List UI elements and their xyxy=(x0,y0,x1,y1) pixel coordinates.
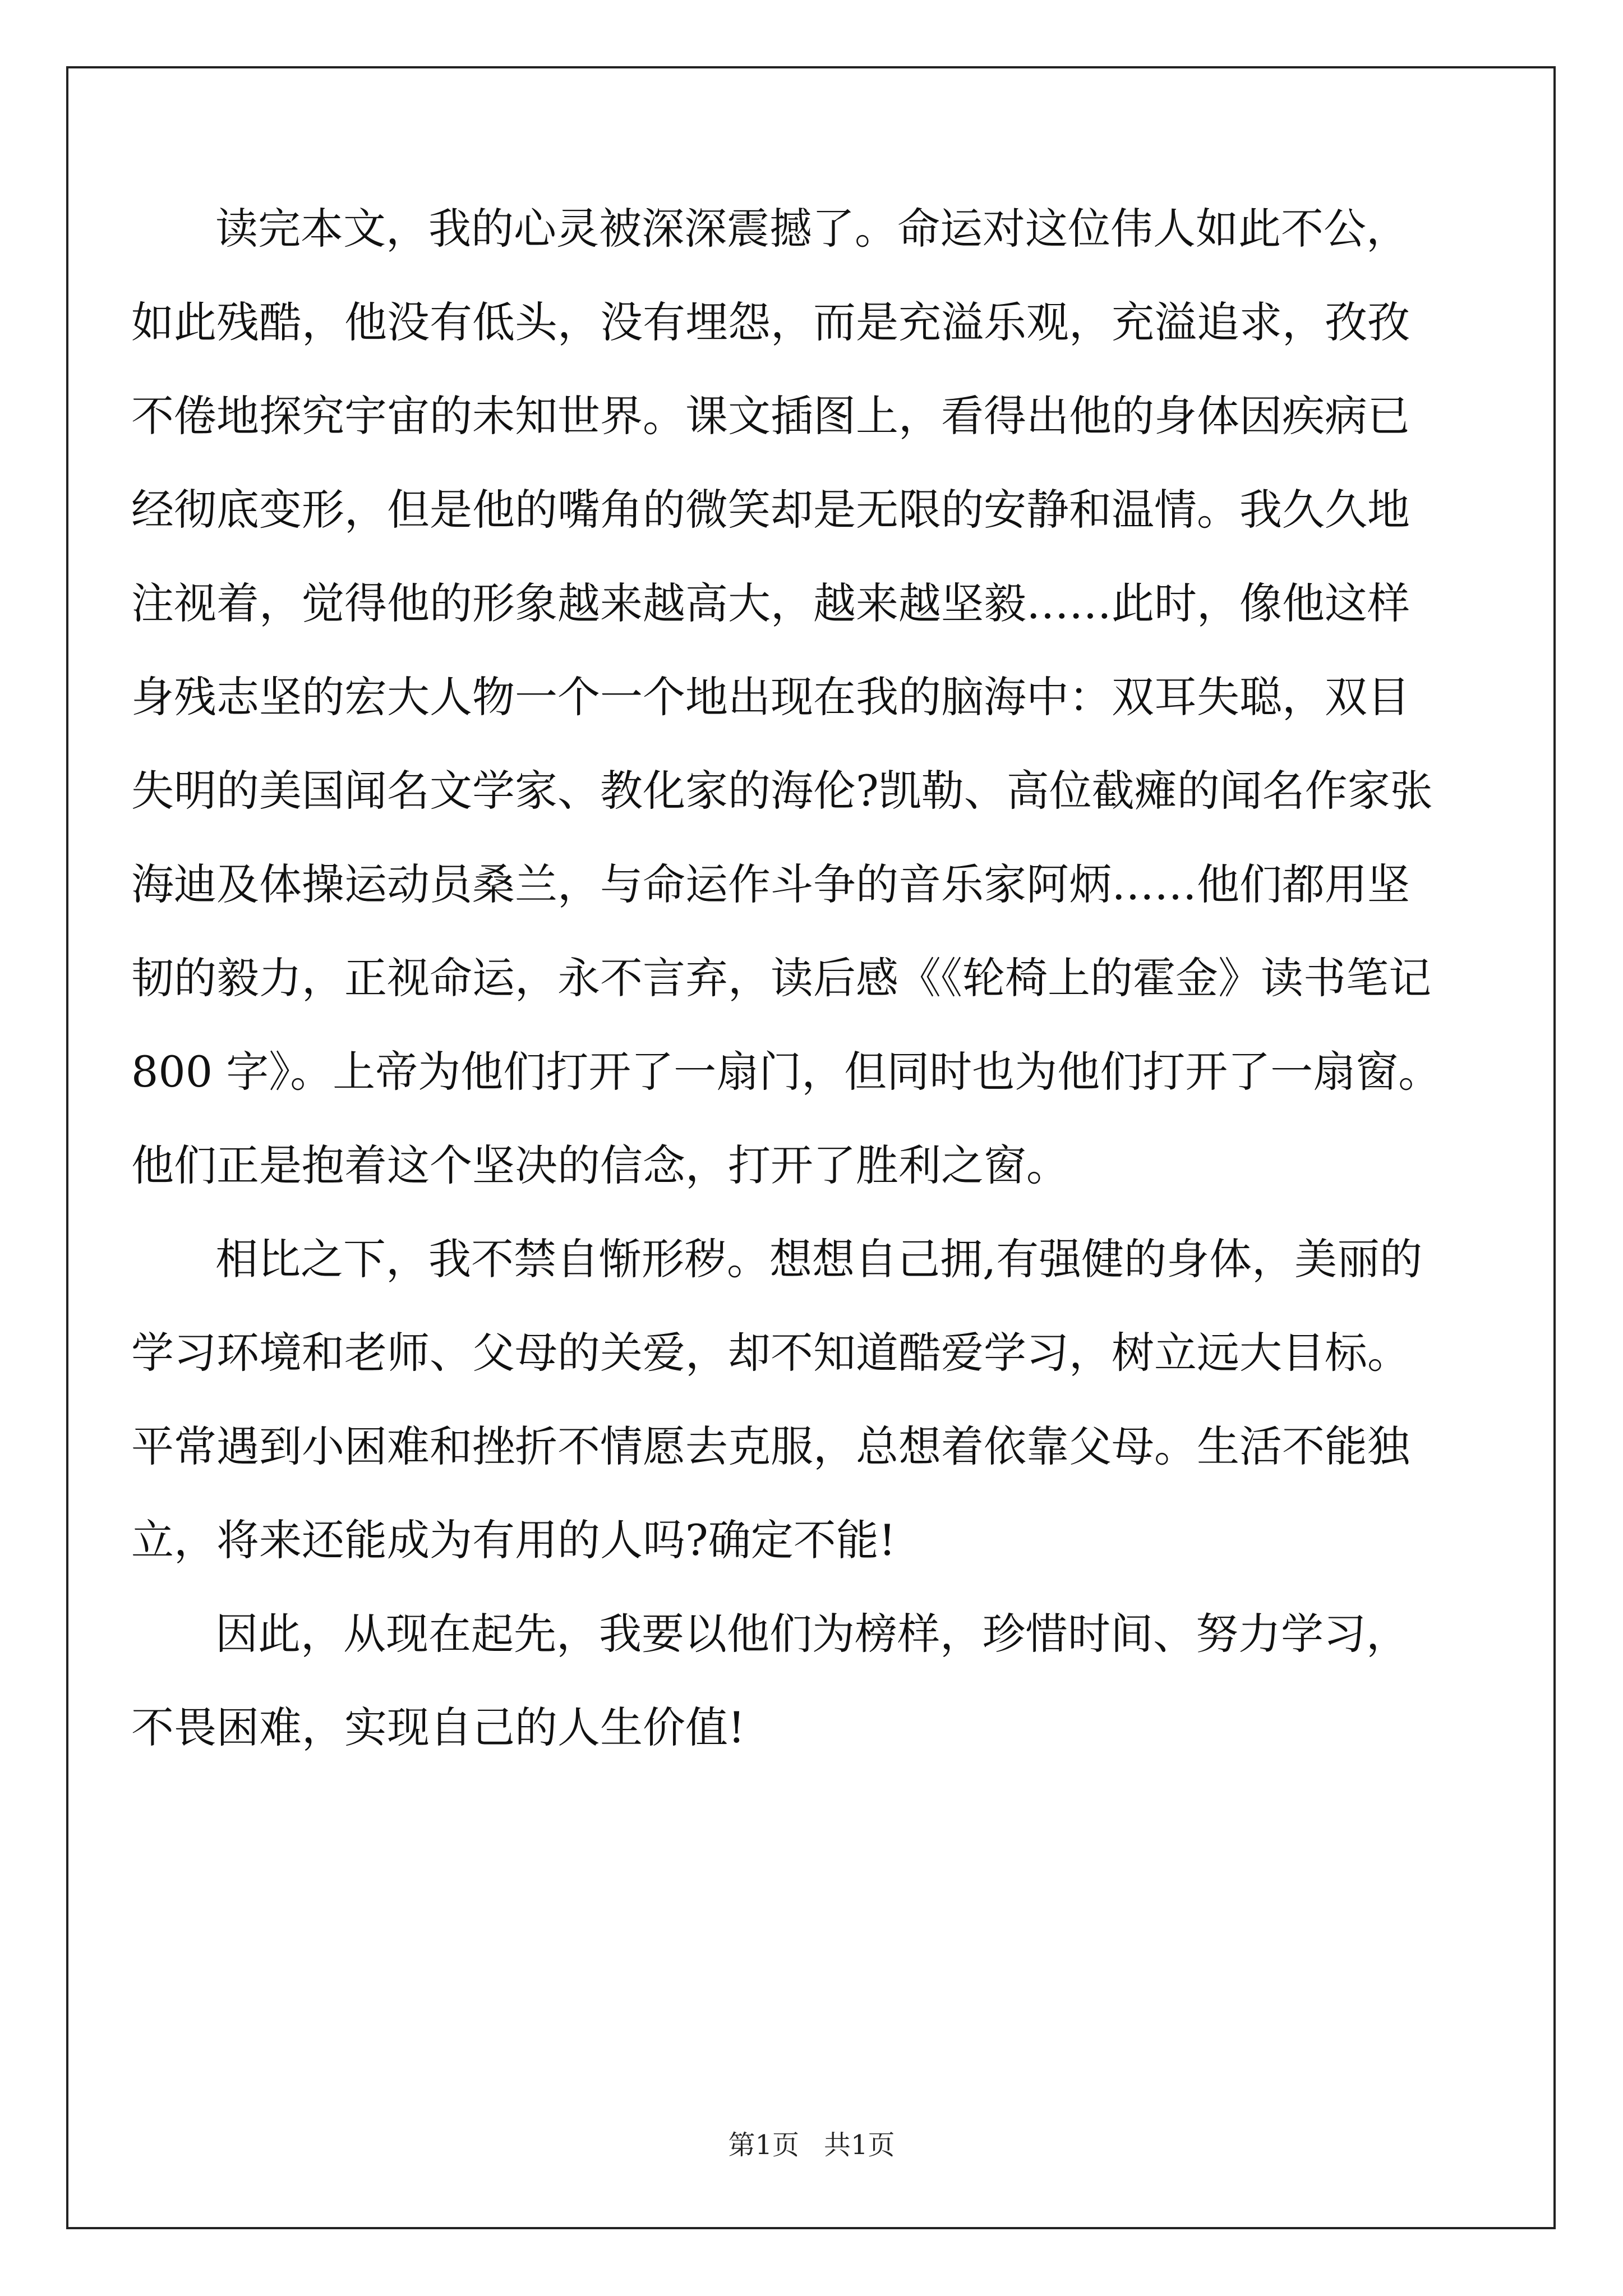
paragraph-2-line-3: 平常遇到小困难和挫折不情愿去克服，总想着依靠父母。生活不能独 xyxy=(131,1421,1410,1471)
paragraph-1-line-2: 如此残酷，他没有低头，没有埋怨，而是充溢乐观，充溢追求，孜孜 xyxy=(131,297,1410,347)
paragraph-1-line-8: 海迪及体操运动员桑兰，与命运作斗争的音乐家阿炳……他们都用坚 xyxy=(131,859,1410,909)
paragraph-3-line-2: 不畏困难，实现自己的人生价值! xyxy=(131,1703,745,1752)
page-footer xyxy=(0,2123,1623,2162)
page-number: 第1页 xyxy=(728,2129,799,2161)
paragraph-1-line-3: 不倦地探究宇宙的未知世界。课文插图上，看得出他的身体因疾病已 xyxy=(131,391,1410,441)
paragraph-2-line-1: 相比之下，我不禁自惭形秽。想想自己拥,有强健的身体，美丽的 xyxy=(215,1234,1423,1284)
paragraph-1-line-6: 身残志坚的宏大人物一个一个地出现在我的脑海中：双耳失聪，双目 xyxy=(131,672,1410,722)
paragraph-1-line-5: 注视着，觉得他的形象越来越高大，越来越坚毅……此时，像他这样 xyxy=(131,578,1410,628)
paragraph-1-line-1: 读完本文，我的心灵被深深震撼了。命运对这位伟人如此不公， xyxy=(215,204,1409,254)
paragraph-2-line-4: 立，将来还能成为有用的人吗?确定不能! xyxy=(131,1515,896,1565)
paragraph-2-line-2: 学习环境和老师、父母的关爱，却不知道酷爱学习，树立远大目标。 xyxy=(131,1328,1410,1378)
paragraph-1-line-9: 韧的毅力，正视命运，永不言弃，读后感《《轮椅上的霍金》读书笔记 xyxy=(131,953,1431,1003)
paragraph-1-line-10: 800 字》。上帝为他们打开了一扇门，但同时也为他们打开了一扇窗。 xyxy=(131,1047,1441,1097)
paragraph-1-line-7: 失明的美国闻名文学家、教化家的海伦?凯勒、高位截瘫的闻名作家张 xyxy=(131,766,1433,816)
paragraph-3-line-1: 因此，从现在起先，我要以他们为榜样，珍惜时间、努力学习， xyxy=(215,1609,1409,1659)
paragraph-1-line-4: 经彻底变形，但是他的嘴角的微笑却是无限的安静和温情。我久久地 xyxy=(131,485,1410,535)
paragraph-1-line-11: 他们正是抱着这个坚决的信念，打开了胜利之窗。 xyxy=(131,1140,1069,1190)
total-pages: 共1页 xyxy=(824,2129,895,2161)
